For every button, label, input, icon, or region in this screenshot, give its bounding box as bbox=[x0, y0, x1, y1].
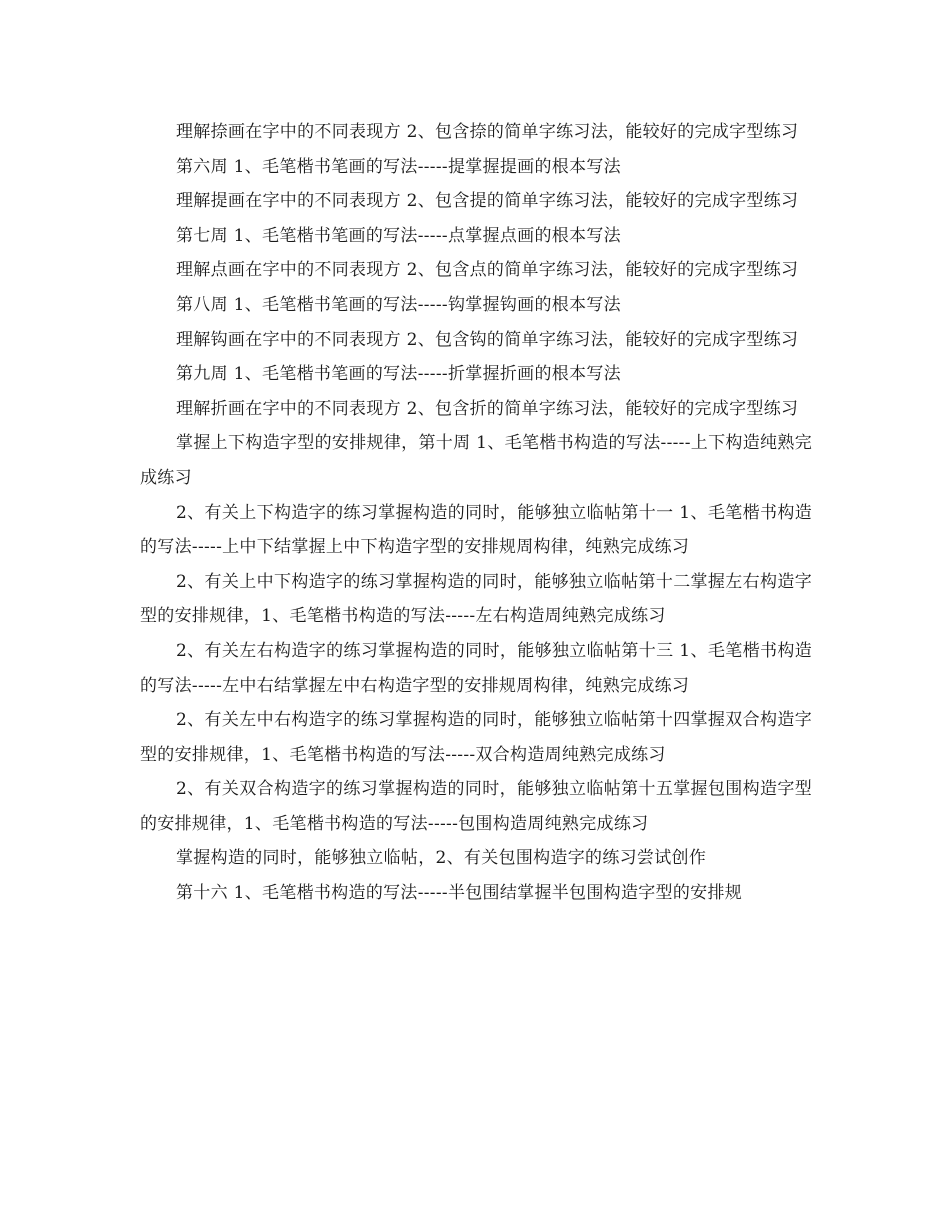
paragraph: 2、有关上下构造字的练习掌握构造的同时，能够独立临帖第十一 1、毛笔楷书构造的写法-----上中下结掌握上中下构造字型的安排规周构律，纯熟完成练习 bbox=[140, 502, 812, 558]
paragraph: 第六周 1、毛笔楷书笔画的写法-----提掌握提画的根本写法 bbox=[176, 156, 621, 177]
paragraph: 2、有关上中下构造字的练习掌握构造的同时，能够独立临帖第十二掌握左右构造字型的安排规律，1、毛笔楷书构造的写法-----左右构造周纯熟完成练习 bbox=[140, 571, 812, 627]
paragraph: 第十六 1、毛笔楷书构造的写法-----半包围结掌握半包围构造字型的安排规 bbox=[176, 883, 743, 904]
paragraph: 第八周 1、毛笔楷书笔画的写法-----钩掌握钩画的根本写法 bbox=[176, 294, 621, 315]
paragraph: 2、有关左中右构造字的练习掌握构造的同时，能够独立临帖第十四掌握双合构造字型的安排规律，1、毛笔楷书构造的写法-----双合构造周纯熟完成练习 bbox=[140, 710, 812, 765]
paragraph: 理解钩画在字中的不同表现方 2、包含钩的简单字练习法，能较好的完成字型练习 bbox=[176, 329, 799, 350]
paragraph: 理解折画在字中的不同表现方 2、包含折的简单字练习法，能较好的完成字型练习 bbox=[176, 398, 799, 419]
paragraph: 第九周 1、毛笔楷书笔画的写法-----折掌握折画的根本写法 bbox=[176, 364, 621, 385]
paragraph: 2、有关双合构造字的练习掌握构造的同时，能够独立临帖第十五掌握包围构造字型的安排规律，1、毛笔楷书构造的写法-----包围构造周纯熟完成练习 bbox=[140, 779, 812, 834]
document-body bbox=[140, 115, 812, 911]
paragraph: 掌握构造的同时，能够独立临帖，2、有关包围构造字的练习尝试创作 bbox=[176, 848, 707, 869]
paragraph: 第七周 1、毛笔楷书笔画的写法-----点掌握点画的根本写法 bbox=[176, 225, 621, 246]
paragraph: 2、有关左右构造字的练习掌握构造的同时，能够独立临帖第十三 1、毛笔楷书构造的写法-----左中右结掌握左中右构造字型的安排规周构律，纯熟完成练习 bbox=[140, 640, 812, 696]
paragraph: 理解捺画在字中的不同表现方 2、包含捺的简单字练习法，能较好的完成字型练习 bbox=[176, 122, 799, 142]
paragraph: 理解点画在字中的不同表现方 2、包含点的简单字练习法，能较好的完成字型练习 bbox=[176, 260, 799, 281]
paragraph: 掌握上下构造字型的安排规律，第十周 1、毛笔楷书构造的写法-----上下构造纯熟完成练习 bbox=[140, 433, 812, 488]
paragraph: 理解提画在字中的不同表现方 2、包含提的简单字练习法，能较好的完成字型练习 bbox=[176, 191, 799, 212]
